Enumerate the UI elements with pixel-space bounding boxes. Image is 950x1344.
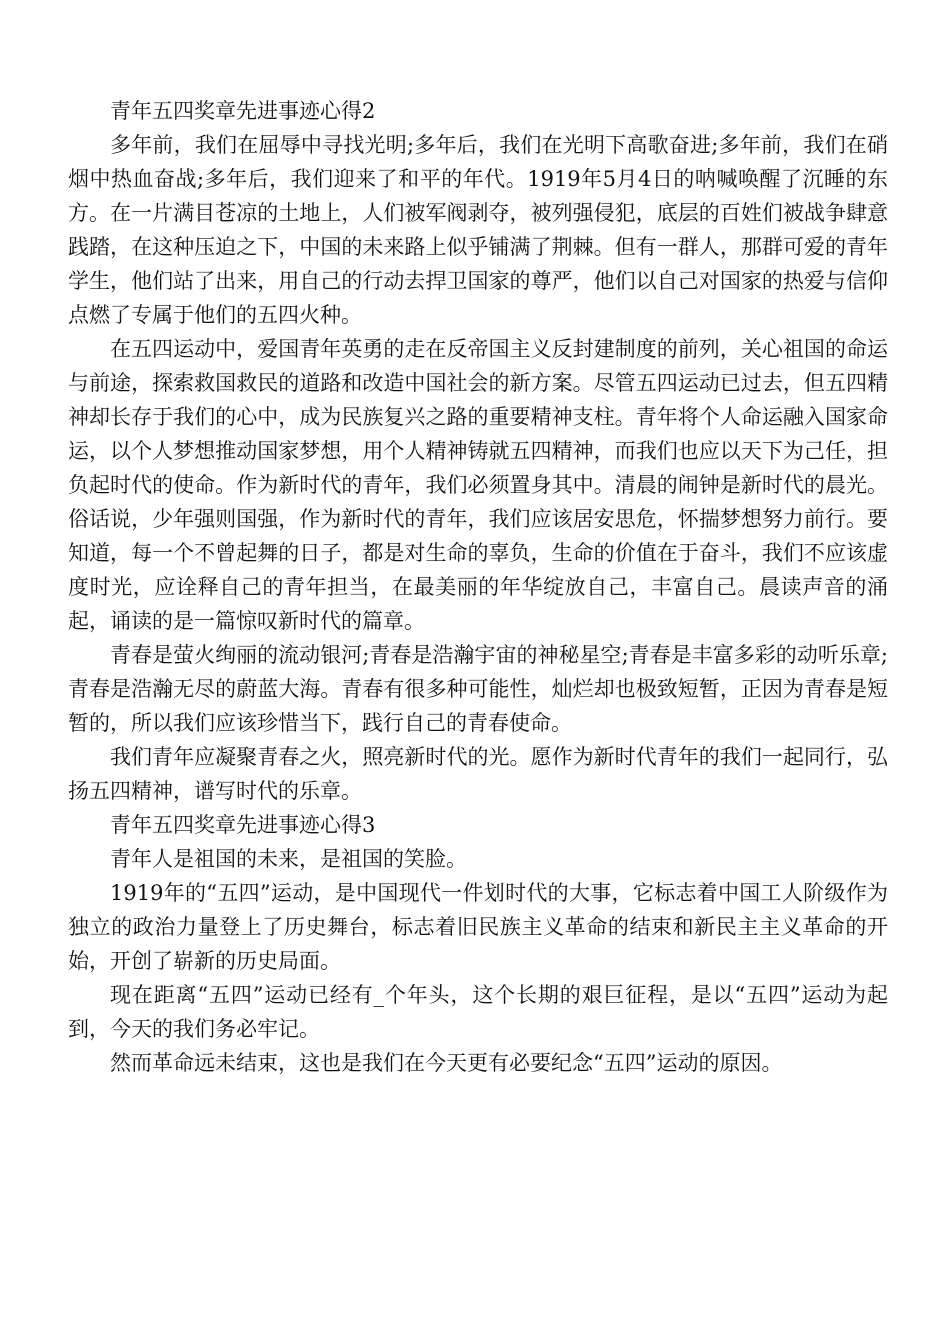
section-heading: 青年五四奖章先进事迹心得2 xyxy=(110,99,376,123)
body-paragraph: 我们青年应凝聚青春之火，照亮新时代的光。愿作为新时代青年的我们一起同行，弘扬五四精神，谱写时代的乐章。 xyxy=(68,745,888,803)
document-body xyxy=(68,94,888,1080)
body-paragraph: 1919年的“五四”运动，是中国现代一件划时代的大事，它标志着中国工人阶级作为独立的政治力量登上了历史舞台，标志着旧民族主义革命的结束和新民主主义革命的开始，开创了崭新的历史局面。 xyxy=(68,881,888,973)
body-paragraph: 在五四运动中，爱国青年英勇的走在反帝国主义反封建制度的前列，关心祖国的命运与前途，探索救国救民的道路和改造中国社会的新方案。尽管五四运动已过去，但五四精神却长存于我们的心中，成为民族复兴之路的重要精神支柱。青年将个人命运融入国家命运，以个人梦想推动国家梦想，用个人精神铸就五四精神，而我们也应以天下为己任，担负起时代的使命。作为新时代的青年，我们必须置身其中。清晨的闹钟是新时代的晨光。俗话说，少年强则国强，作为新时代的青年，我们应该居安思危，怀揣梦想努力前行。要知道，每一个不曾起舞的日子，都是对生命的辜负，生命的价值在于奋斗，我们不应该虚度时光，应诠释自己的青年担当，在最美丽的年华绽放自己，丰富自己。晨读声音的涌起，诵读的是一篇惊叹新时代的篇章。 xyxy=(68,337,888,633)
body-paragraph: 青年人是祖国的未来，是祖国的笑脸。 xyxy=(110,847,467,871)
body-paragraph: 青春是萤火绚丽的流动银河;青春是浩瀚宇宙的神秘星空;青春是丰富多彩的动听乐章;青春是浩瀚无尽的蔚蓝大海。青春有很多种可能性，灿烂却也极致短暂，正因为青春是短暂的，所以我们应该珍惜当下，践行自己的青春使命。 xyxy=(68,643,888,735)
body-paragraph: 然而革命远未结束，这也是我们在今天更有必要纪念“五四”运动的原因。 xyxy=(110,1051,783,1075)
section-heading: 青年五四奖章先进事迹心得3 xyxy=(110,813,376,837)
body-paragraph: 多年前，我们在屈辱中寻找光明;多年后，我们在光明下高歌奋进;多年前，我们在硝烟中热血奋战;多年后，我们迎来了和平的年代。1919年5月4日的呐喊唤醒了沉睡的东方。在一片满目苍凉的土地上，人们被军阀剥夺，被列强侵犯，底层的百姓们被战争肆意践踏，在这种压迫之下，中国的未来路上似乎铺满了荆棘。但有一群人，那群可爱的青年学生，他们站了出来，用自己的行动去捍卫国家的尊严，他们以自己对国家的热爱与信仰点燃了专属于他们的五四火种。 xyxy=(68,133,888,327)
body-paragraph: 现在距离“五四”运动已经有_个年头，这个长期的艰巨征程，是以“五四”运动为起到，今天的我们务必牢记。 xyxy=(68,983,888,1041)
